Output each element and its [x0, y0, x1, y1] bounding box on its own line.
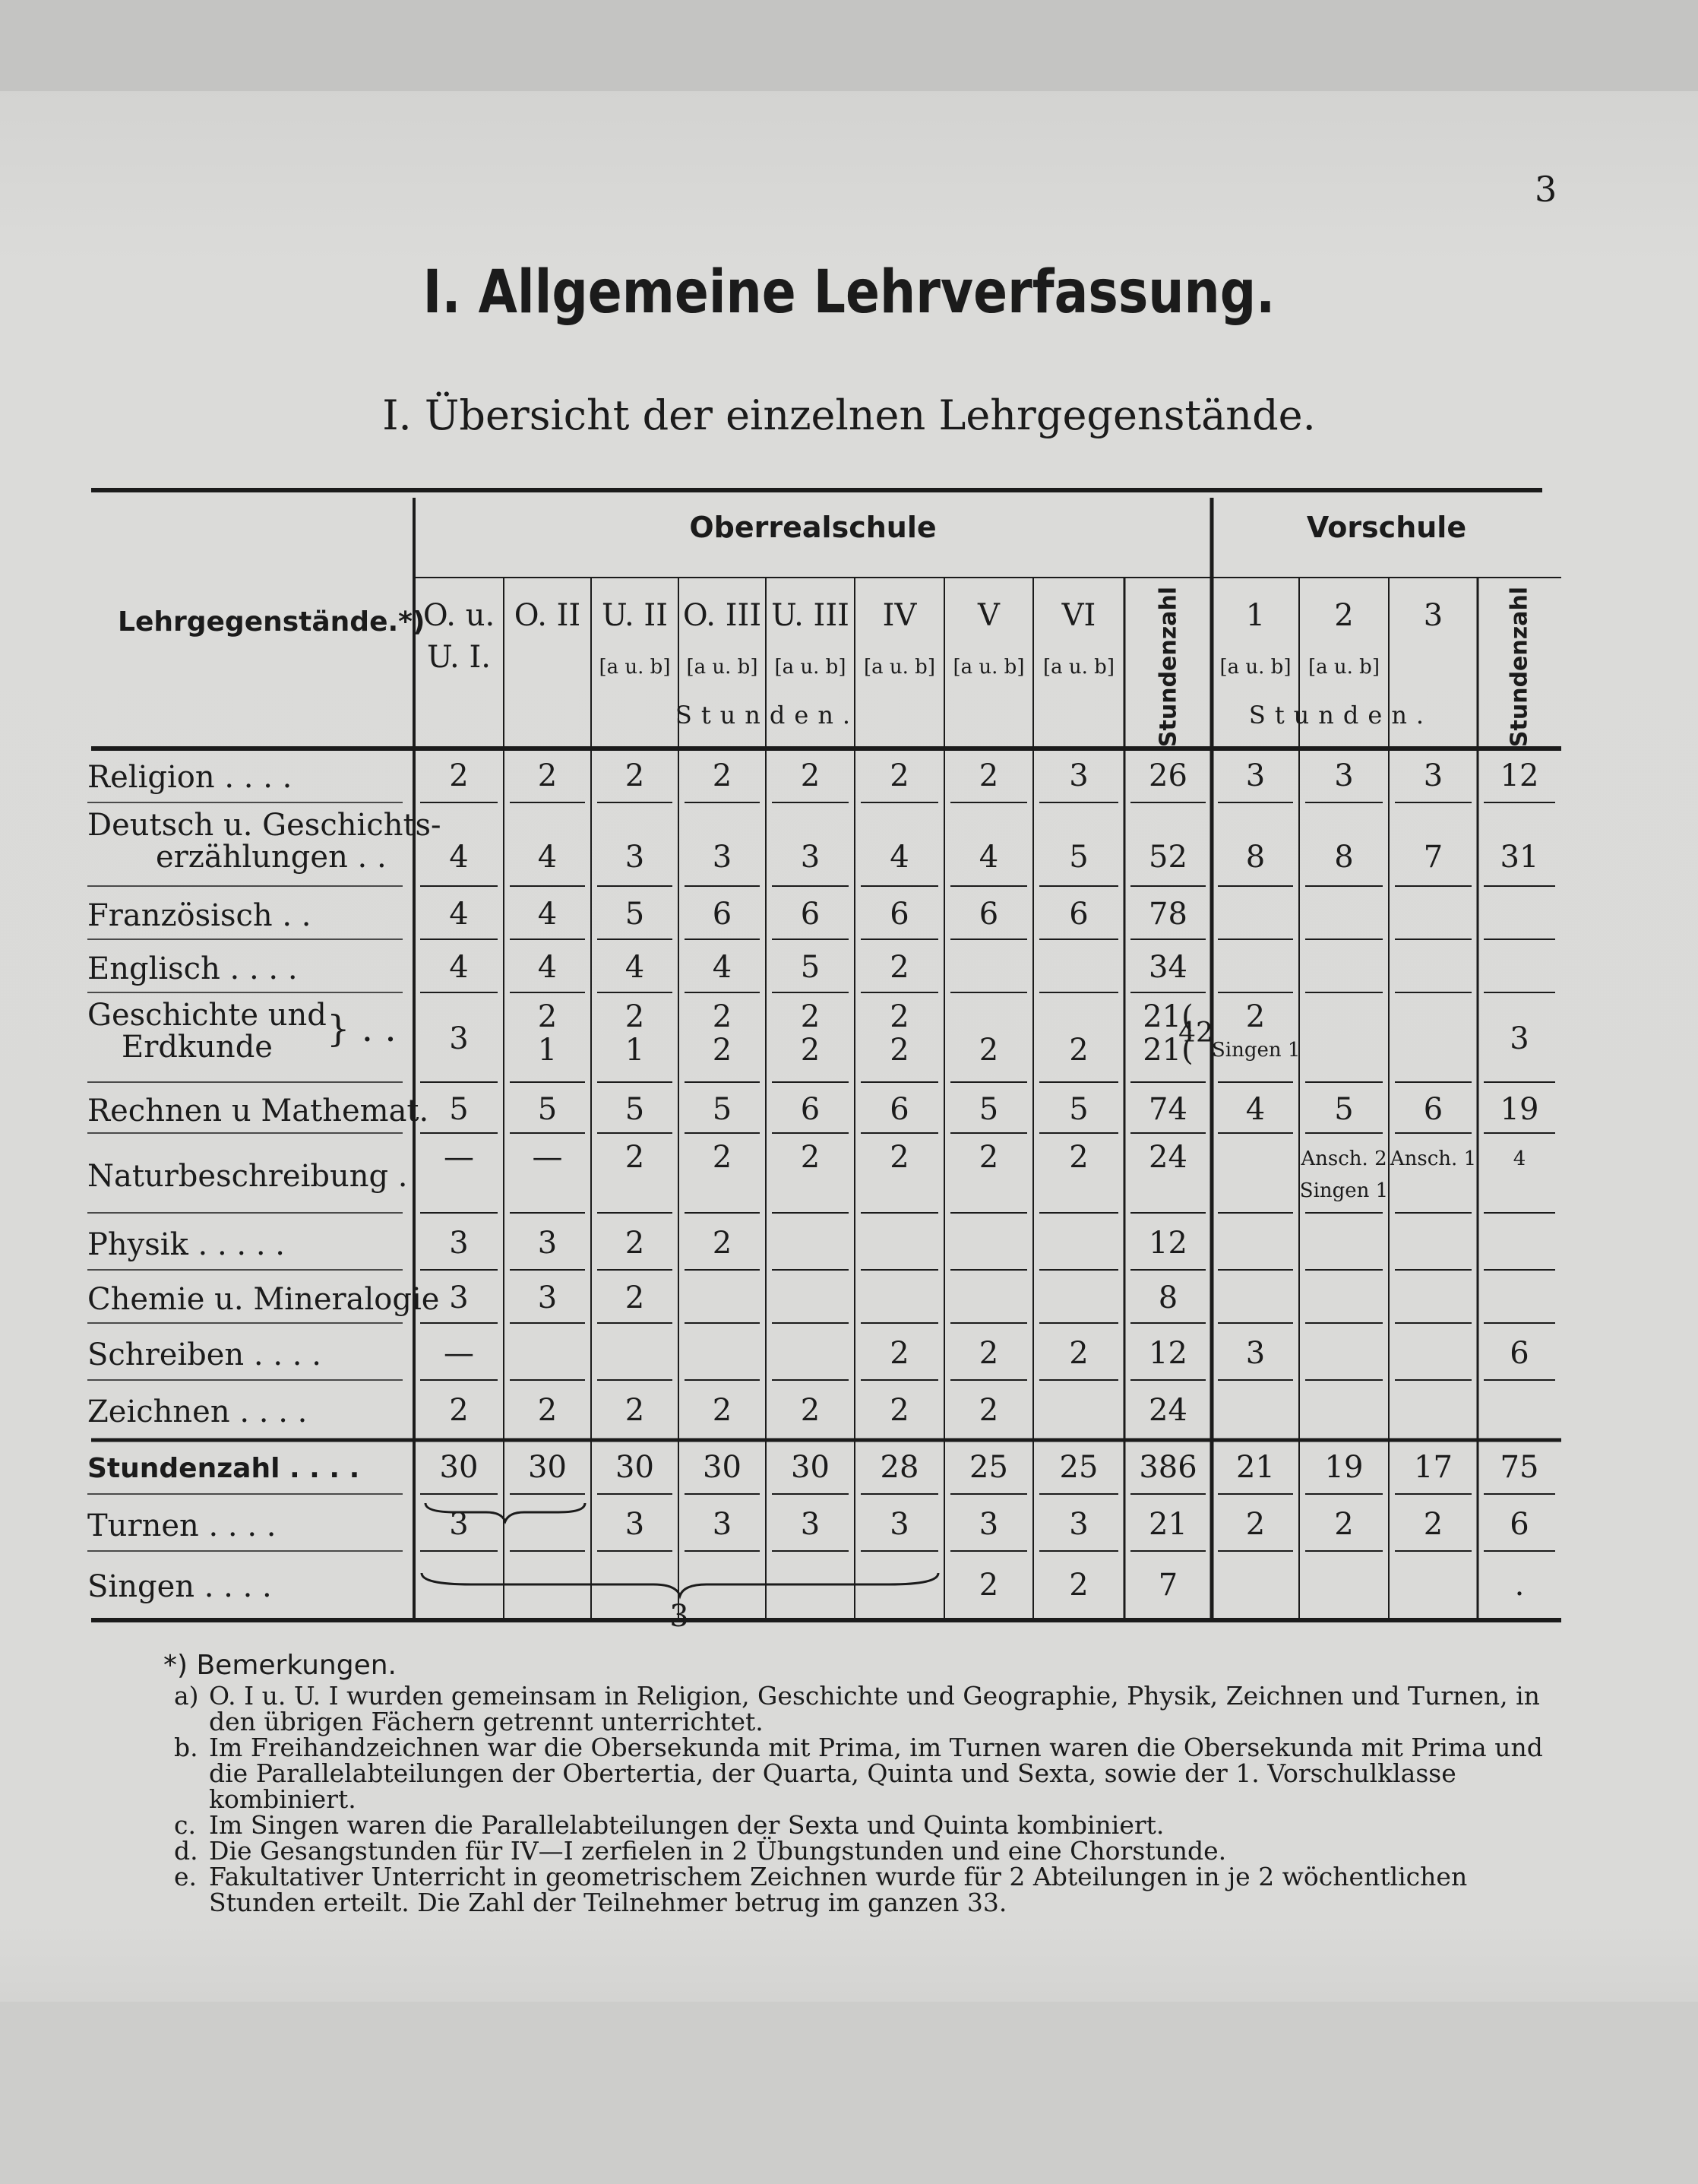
stunden-label-vorschule: Stunden.: [1248, 701, 1434, 730]
table-cell: 2: [624, 1140, 645, 1175]
table-cell: 5: [449, 1091, 469, 1127]
merge-brace-singen: [422, 1573, 938, 1596]
table-cell: 5: [800, 950, 821, 985]
table-cell: 2: [712, 758, 732, 793]
remark-item: [163, 1864, 1554, 1916]
table-cell: 3: [1334, 758, 1354, 793]
row-label: Stundenzahl . . . .: [87, 1452, 360, 1484]
table-cell: Ansch. 2: [1301, 1147, 1387, 1170]
column-header-sub: [a u. b]: [1308, 656, 1380, 679]
row-label: Turnen . . . .: [87, 1508, 277, 1543]
table-cell: 2: [1245, 999, 1266, 1034]
remark-text: Im Freihandzeichnen war die Obersekunda mit Prima, im Turnen waren die Obersekunda mit Prima und die Parallelabteilungen der Obertertia, der Quarta, Quinta und Sexta, sowie der 1. Vorschulklasse kombiniert.: [209, 1733, 1543, 1814]
table-cell: 7: [1423, 840, 1443, 875]
merged-cell: 3: [669, 1599, 689, 1634]
table-cell: 2: [624, 1392, 645, 1428]
row-label: Englisch . . . .: [87, 951, 298, 986]
table-cell-line2: 2: [979, 1033, 999, 1068]
page-number: 3: [1535, 169, 1557, 210]
remarks-section: [163, 1650, 1554, 1917]
table-cell: 30: [703, 1449, 741, 1485]
table-cell: 21: [1149, 1506, 1187, 1542]
table-cell: 2: [1245, 1506, 1266, 1542]
table-cell: 5: [624, 1091, 645, 1127]
table-cell: 4: [449, 840, 469, 875]
table-cell: 12: [1500, 758, 1539, 793]
table-cell: 2: [979, 1140, 999, 1175]
table-cell: 8: [1334, 840, 1354, 875]
table-cell: 4: [537, 950, 558, 985]
column-header: O. III: [682, 598, 762, 633]
column-header: 3: [1423, 598, 1443, 633]
column-header: VI: [1061, 598, 1096, 633]
table-cell-line2: 1: [624, 1033, 645, 1068]
table-cell: 3: [1245, 758, 1266, 793]
table-cell: 2: [624, 758, 645, 793]
table-cell: 5: [1069, 840, 1089, 875]
table-cell: 3: [1069, 758, 1089, 793]
table-cell: 5: [1069, 1091, 1089, 1127]
table-cell: 2: [712, 1140, 732, 1175]
row-label: Physik . . . . .: [87, 1227, 285, 1262]
table-cell: 2: [800, 1140, 821, 1175]
table-cell: —: [444, 1335, 474, 1371]
table-cell: 6: [979, 897, 999, 932]
table-cell: 3: [979, 1506, 999, 1542]
table-cell: 2: [890, 950, 909, 985]
table-cell: 30: [528, 1449, 567, 1485]
table-cell: 2: [890, 758, 909, 793]
remark-item: [163, 1812, 1554, 1838]
remark-text: Die Gesangstunden für IV—I zerfielen in 2 Übungstunden und eine Chorstunde.: [209, 1836, 1227, 1866]
table-cell: 6: [1510, 1506, 1529, 1542]
table-cell: 3: [624, 840, 645, 875]
remarks-heading: *) Bemerkungen.: [163, 1650, 397, 1681]
table-cell: 2: [979, 1335, 999, 1371]
table-cell: 4: [890, 840, 909, 875]
table-cell: 8: [1245, 840, 1266, 875]
table-cell: 3: [1245, 1335, 1266, 1371]
table-cell: 6: [800, 1091, 821, 1127]
table-cell: 2: [800, 758, 821, 793]
table-cell: 12: [1149, 1335, 1187, 1371]
table-cell: 2: [1423, 1506, 1443, 1542]
table-cell-line2: 2: [800, 1033, 821, 1068]
table-cell: 30: [791, 1449, 830, 1485]
table-cell: 34: [1149, 950, 1187, 985]
table-cell: 31: [1500, 840, 1539, 875]
table-cell: 3: [624, 1506, 645, 1542]
corner-label: Lehrgegenstände.*): [118, 606, 425, 638]
table-cell: 19: [1324, 1449, 1364, 1485]
table-cell: 2: [800, 999, 821, 1034]
table-cell: 2: [449, 1392, 469, 1428]
table-cell: 26: [1149, 758, 1187, 793]
table-cell: 2: [537, 1392, 558, 1428]
remark-text: Im Singen waren die Parallelabteilungen der Sexta und Quinta kombiniert.: [209, 1810, 1165, 1840]
row-label: Naturbeschreibung .: [87, 1158, 408, 1194]
remark-text: Fakultativer Unterricht in geometrischem Zeichnen wurde für 2 Abteilungen in je 2 wöchentlichen Stunden erteilt. Die Zahl der Teilnehmer betrug im ganzen 33.: [209, 1862, 1468, 1917]
table-cell: 2: [979, 1567, 999, 1603]
table-cell: 6: [1069, 897, 1089, 932]
table-cell: 6: [712, 897, 732, 932]
table-cell: 3: [537, 1280, 558, 1315]
table-cell: 28: [880, 1449, 919, 1485]
column-header: V: [978, 598, 1000, 633]
row-label: Zeichnen . . . .: [87, 1394, 308, 1429]
table-cell: 8: [1158, 1280, 1178, 1315]
table-cell: 3: [537, 1225, 558, 1261]
table-cell: 74: [1149, 1091, 1187, 1127]
row-label: Singen . . . .: [87, 1568, 272, 1604]
table-cell-line2: Singen 1: [1212, 1039, 1301, 1062]
table-cell: 3: [449, 1225, 469, 1261]
row-label: Deutsch u. Geschichts-: [87, 808, 441, 843]
row-label: Rechnen u Mathemat.: [87, 1093, 429, 1128]
table-cell-line2: 21(: [1143, 1033, 1194, 1068]
row-label: Schreiben . . . .: [87, 1337, 321, 1372]
column-header-total: Stundenzahl: [1155, 586, 1181, 748]
table-cell: 25: [969, 1449, 1008, 1485]
table-cell: 6: [890, 1091, 909, 1127]
remark-item: [163, 1735, 1554, 1812]
table-cell-line2: 2: [712, 1033, 732, 1068]
table-cell: 2: [449, 758, 469, 793]
remark-mark: c.: [174, 1810, 196, 1840]
section-subtitle: I. Übersicht der einzelnen Lehrgegenstände.: [382, 391, 1316, 439]
table-cell: 6: [800, 897, 821, 932]
table-cell: 2: [624, 999, 645, 1034]
table-cell: 2: [890, 1140, 909, 1175]
group-header-vorschule: Vorschule: [1306, 511, 1467, 544]
table-cell: 6: [1423, 1091, 1443, 1127]
table-cell: 2: [1334, 1506, 1354, 1542]
table-cell: 4: [537, 840, 558, 875]
column-header: O. u.: [422, 598, 495, 633]
remark-item: [163, 1838, 1554, 1864]
table-cell: 5: [712, 1091, 732, 1127]
table-cell: 2: [537, 999, 558, 1034]
table-cell: 2: [979, 1392, 999, 1428]
table-cell-line2: 3: [1510, 1021, 1529, 1056]
table-cell: 4: [449, 897, 469, 932]
column-header-sub: [a u. b]: [1219, 656, 1292, 679]
row-label: Geschichte und: [87, 998, 327, 1033]
table-cell: 2: [712, 1225, 732, 1261]
table-cell: 4: [979, 840, 999, 875]
table-cell: 2: [1069, 1567, 1089, 1603]
column-header-sub: [a u. b]: [953, 656, 1025, 679]
table-cell: 30: [615, 1449, 654, 1485]
table-cell: 3: [800, 1506, 821, 1542]
row-label: Französisch . .: [87, 898, 311, 933]
row-label-line2: Erdkunde: [122, 1030, 273, 1065]
column-header-sub: [a u. b]: [686, 656, 758, 679]
table-cell: 6: [890, 897, 909, 932]
table-cell: .: [1514, 1567, 1525, 1603]
table-cell: —: [532, 1140, 563, 1175]
table-cell: 52: [1149, 840, 1187, 875]
table-cell: 2: [712, 999, 732, 1034]
table-cell: 25: [1059, 1449, 1099, 1485]
table-cell: 2: [537, 758, 558, 793]
column-header: U. II: [601, 598, 669, 633]
table-cell: 4: [712, 950, 732, 985]
table-cell: 3: [890, 1506, 909, 1542]
table-cell: 2: [890, 1392, 909, 1428]
table-cell: 75: [1500, 1449, 1539, 1485]
table-cell: 30: [439, 1449, 479, 1485]
column-header: O. II: [514, 598, 581, 633]
column-header-sub: [a u. b]: [864, 656, 935, 679]
group-header-oberrealschule: Oberrealschule: [689, 511, 937, 544]
table-cell: —: [444, 1140, 474, 1175]
table-cell-sum: 42: [1178, 1018, 1213, 1049]
table-cell: 2: [712, 1392, 732, 1428]
row-label: Religion . . . .: [87, 759, 292, 795]
table-cell: 5: [1334, 1091, 1354, 1127]
table-cell: 2: [890, 1335, 909, 1371]
table-cell-line2: 2: [890, 1033, 909, 1068]
remark-mark: a): [174, 1681, 199, 1711]
table-cell: 5: [979, 1091, 999, 1127]
column-header-sub: [a u. b]: [1043, 656, 1115, 679]
table-cell: 2: [624, 1280, 645, 1315]
table-cell: Ansch. 1: [1390, 1147, 1477, 1170]
table-cell: 3: [449, 1280, 469, 1315]
table-cell: 4: [449, 950, 469, 985]
row-label-line2: erzählungen . .: [156, 840, 387, 875]
remark-mark: e.: [174, 1862, 198, 1891]
table-cell: 2: [979, 758, 999, 793]
remark-mark: d.: [174, 1836, 198, 1866]
remark-text: O. I u. U. I wurden gemeinsam in Religion, Geschichte und Geographie, Physik, Zeichnen und Turnen, in den übrigen Fächern getrennt unterrichtet.: [209, 1681, 1540, 1736]
table-cell: 4: [1245, 1091, 1266, 1127]
table-cell: 3: [712, 1506, 732, 1542]
table-cell: 3: [449, 1021, 469, 1056]
row-brace: } . .: [327, 1008, 397, 1050]
row-label: Chemie u. Mineralogie: [87, 1282, 440, 1317]
table-cell: 24: [1149, 1392, 1187, 1428]
remark-item: [163, 1683, 1554, 1735]
table-cell: 2: [1069, 1140, 1089, 1175]
page-title: I. Allgemeine Lehrverfassung.: [422, 258, 1276, 327]
table-cell-line2: 2: [1069, 1033, 1089, 1068]
table-cell: 2: [890, 999, 909, 1034]
table-cell: 5: [537, 1091, 558, 1127]
table-cell: 2: [1069, 1335, 1089, 1371]
column-header: IV: [882, 598, 917, 633]
table-cell: 6: [1510, 1335, 1529, 1371]
table-cell: 3: [712, 840, 732, 875]
table-cell: 4: [537, 897, 558, 932]
table-cell: 19: [1500, 1091, 1539, 1127]
table-cell: 3: [800, 840, 821, 875]
table-cell: 21: [1236, 1449, 1275, 1485]
table-cell: 3: [449, 1506, 469, 1542]
column-header-total: Stundenzahl: [1506, 586, 1533, 748]
table-cell: 12: [1149, 1225, 1187, 1261]
table-cell: 2: [624, 1225, 645, 1261]
column-header-sub: [a u. b]: [774, 656, 846, 679]
column-header: 1: [1245, 598, 1266, 633]
table-cell: 4: [624, 950, 645, 985]
table-cell: 21(: [1143, 999, 1194, 1034]
column-header-line2: U. I.: [427, 640, 491, 675]
column-header: U. III: [771, 598, 849, 633]
table-cell: 4: [1513, 1147, 1526, 1170]
table-cell: 7: [1158, 1567, 1178, 1603]
table-cell: 386: [1139, 1449, 1197, 1485]
stunden-label-oberrealschule: Stunden.: [675, 701, 860, 730]
table-cell-line2: 1: [537, 1033, 558, 1068]
column-header: 2: [1334, 598, 1354, 633]
table-cell: 3: [1423, 758, 1443, 793]
table-cell: 17: [1414, 1449, 1453, 1485]
remark-mark: b.: [174, 1733, 198, 1762]
column-header-sub: [a u. b]: [599, 656, 671, 679]
table-cell: 2: [800, 1392, 821, 1428]
table-cell: 24: [1149, 1140, 1187, 1175]
table-cell: 5: [624, 897, 645, 932]
table-cell: 3: [1069, 1506, 1089, 1542]
table-cell-line2: Singen 1: [1299, 1179, 1389, 1202]
table-cell: 78: [1149, 897, 1187, 932]
